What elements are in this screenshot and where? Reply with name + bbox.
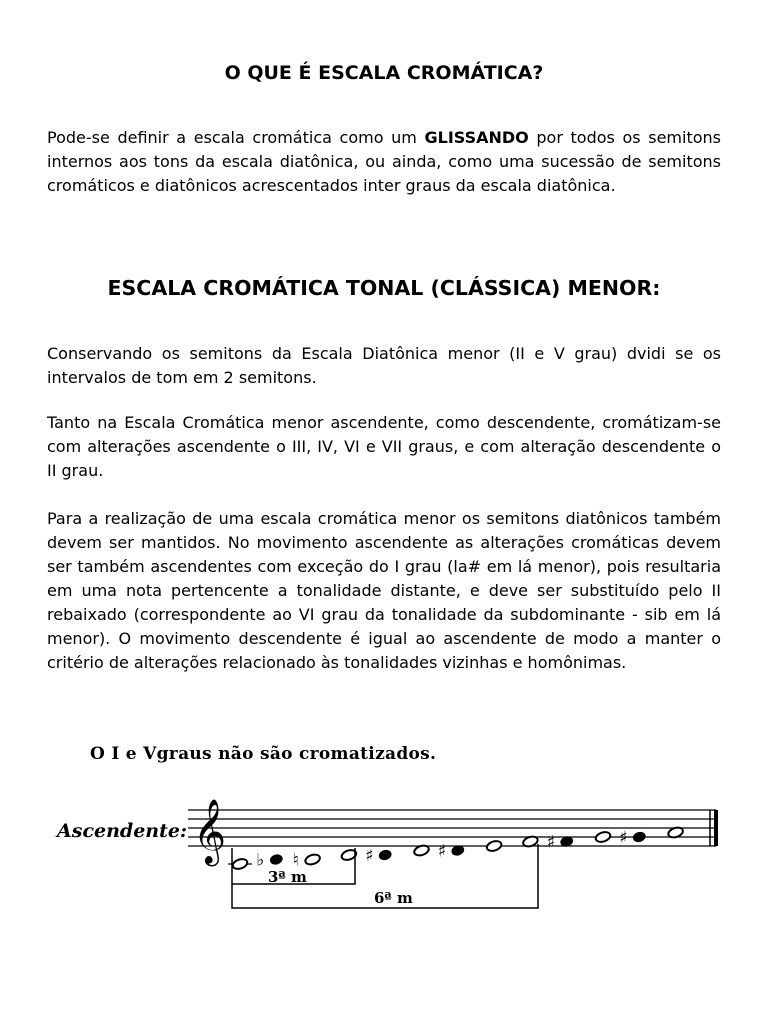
section-title: ESCALA CROMÁTICA TONAL (CLÁSSICA) MENOR: xyxy=(107,276,661,300)
note xyxy=(594,830,611,843)
sharp-icon: ♯ xyxy=(619,828,628,848)
treble-clef-icon: 𝄞 xyxy=(193,799,227,864)
interval-label-long: 6ª m xyxy=(374,889,413,907)
natural-icon: ♮ xyxy=(292,850,299,871)
note xyxy=(547,833,574,853)
note xyxy=(365,846,392,866)
glissando-term: GLISSANDO xyxy=(424,128,529,147)
sharp-icon: ♯ xyxy=(546,832,555,853)
open-notehead xyxy=(486,839,503,852)
open-notehead xyxy=(304,853,321,866)
sharp-icon: ♯ xyxy=(437,841,447,862)
alterations-paragraph: Tanto na Escala Cromática menor ascendente, como descendente, cromátizam-se com alterações ascendente o III, IV, VI e VII graus, e com alteração descendente o II grau. xyxy=(47,413,721,480)
filled-notehead xyxy=(632,831,646,843)
intro-paragraph xyxy=(47,126,721,198)
note xyxy=(486,839,503,852)
interval-label-short: 3ª m xyxy=(268,868,307,886)
realization-paragraph: Para a realização de uma escala cromática menor os semitons diatônicos também devem ser mantidos. No movimento ascendente as alterações cromáticas devem ser também ascendentes com exceção do I grau (la# em lá menor), pois resultaria em uma nota pertencente a tonalidade distante, e deve ser substituído pelo II rebaixado (correspondente ao VI grau da tonalidade da subdominante - sib em lá menor). O movimento descendente é igual ao ascendente de modo a manter o critério de alterações relacionado às tonalidades vizinhas e homônimas. xyxy=(47,509,721,672)
intro-text-start: Pode-se definir a escala cromática como um xyxy=(47,128,425,147)
page-title: O QUE É ESCALA CROMÁTICA? xyxy=(224,62,544,84)
notes-layer xyxy=(228,826,684,871)
music-example xyxy=(0,790,768,920)
filled-notehead xyxy=(269,853,283,865)
filled-notehead xyxy=(378,849,392,861)
flat-icon: ♭ xyxy=(256,850,265,871)
note xyxy=(619,828,646,848)
intro-text-end: por todos os semitons internos aos tons da escala diatônica, ou ainda, como uma sucessão de semitons cromáticos e diatônicos acrescentados inter graus da escala diatônica. xyxy=(47,128,721,195)
sharp-icon: ♯ xyxy=(365,846,374,866)
staff-label: Ascendente: xyxy=(57,820,187,842)
open-notehead xyxy=(231,857,248,870)
note xyxy=(438,842,465,862)
semitones-paragraph: Conservando os semitons da Escala Diatônica menor (II e V grau) dvidi se os intervalos de tom em 2 semitons. xyxy=(47,344,721,387)
music-caption: O I e Vgraus não são cromatizados. xyxy=(90,744,437,764)
open-notehead xyxy=(594,830,611,843)
